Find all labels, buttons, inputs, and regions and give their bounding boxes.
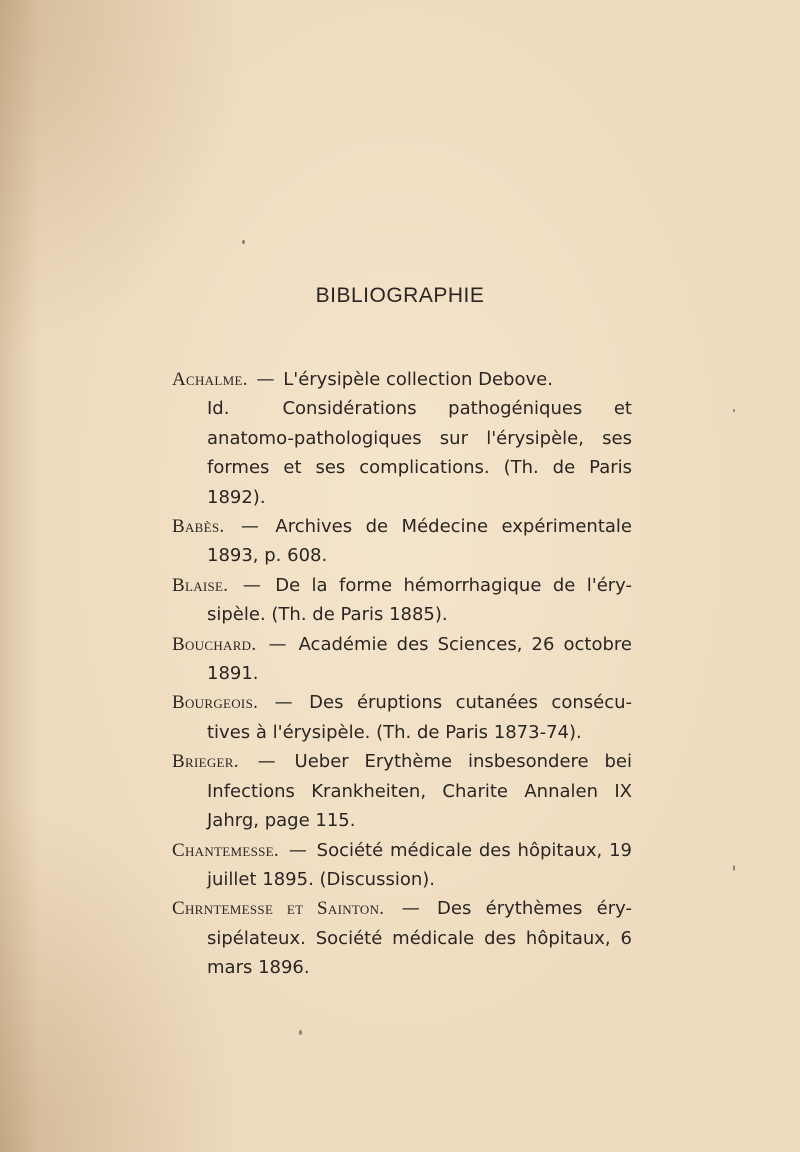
entry-text: De la forme hémorrhagique de l'éry-sipèle. (Th. de Paris 1885). [207,574,632,626]
entry-separator: — [242,574,261,596]
entry-text: L'érysipèle collection Debove. [283,369,553,390]
bibliography-entry [172,836,632,895]
paper-speck [733,865,735,871]
paper-speck [242,240,245,244]
entry-author: Id. [207,398,230,420]
entry-text: Des éruptions cutanées consécu-tives à l'érysipèle. (Th. de Paris 1873-74). [207,692,632,743]
bibliography-entry [172,394,632,512]
entry-text: Société médicale des hôpitaux, 19 juillet 1895. (Discussion). [207,839,632,890]
entry-author: Bouchard. [172,633,257,655]
entry-author: Bourgeois. [172,692,259,714]
entry-separator: — [268,633,287,655]
bibliography-entry [172,571,632,630]
paper-speck [299,1030,302,1035]
entry-separator: — [274,692,293,714]
entry-author: Blaise. [172,574,229,596]
entry-author: Chantemesse. [172,839,279,861]
entry-text: Ueber Erythème insbesondere bei Infections Krankheiten, Charite Annalen IX Jahrg, page 115. [207,751,632,832]
bibliography-entry [172,688,632,747]
paper-speck [733,409,735,412]
page-heading: BIBLIOGRAPHIE [315,284,485,307]
bibliography-entry [172,747,632,835]
entry-text: Académie des Sciences, 26 octobre 1891. [207,633,632,685]
bibliography-entry [172,512,632,571]
entry-separator: — [401,898,420,920]
entry-author: Chrntemesse et Sainton. [172,898,385,920]
entry-separator: — [288,839,307,861]
entry-separator: — [257,751,276,773]
entry-author: Babès. [172,516,225,538]
bibliography-entry [172,630,632,689]
entry-author: Achalme. [172,369,248,390]
entry-text: Considérations pathogéniques et anatomo-pathologiques sur l'érysipèle, ses formes et ses complications. (Th. de Paris 1892). [207,398,632,508]
bibliography-entry [172,365,632,394]
entry-separator: — [240,516,259,538]
entry-text: Des érythèmes éry-sipélateux. Société médicale des hôpitaux, 6 mars 1896. [207,898,632,979]
entry-separator: — [256,369,275,390]
bibliography-list [172,365,632,983]
entry-text: Archives de Médecine expérimentale 1893, p. 608. [207,516,632,567]
bibliography-entry [172,894,632,982]
entry-author: Brieger. [172,751,239,773]
